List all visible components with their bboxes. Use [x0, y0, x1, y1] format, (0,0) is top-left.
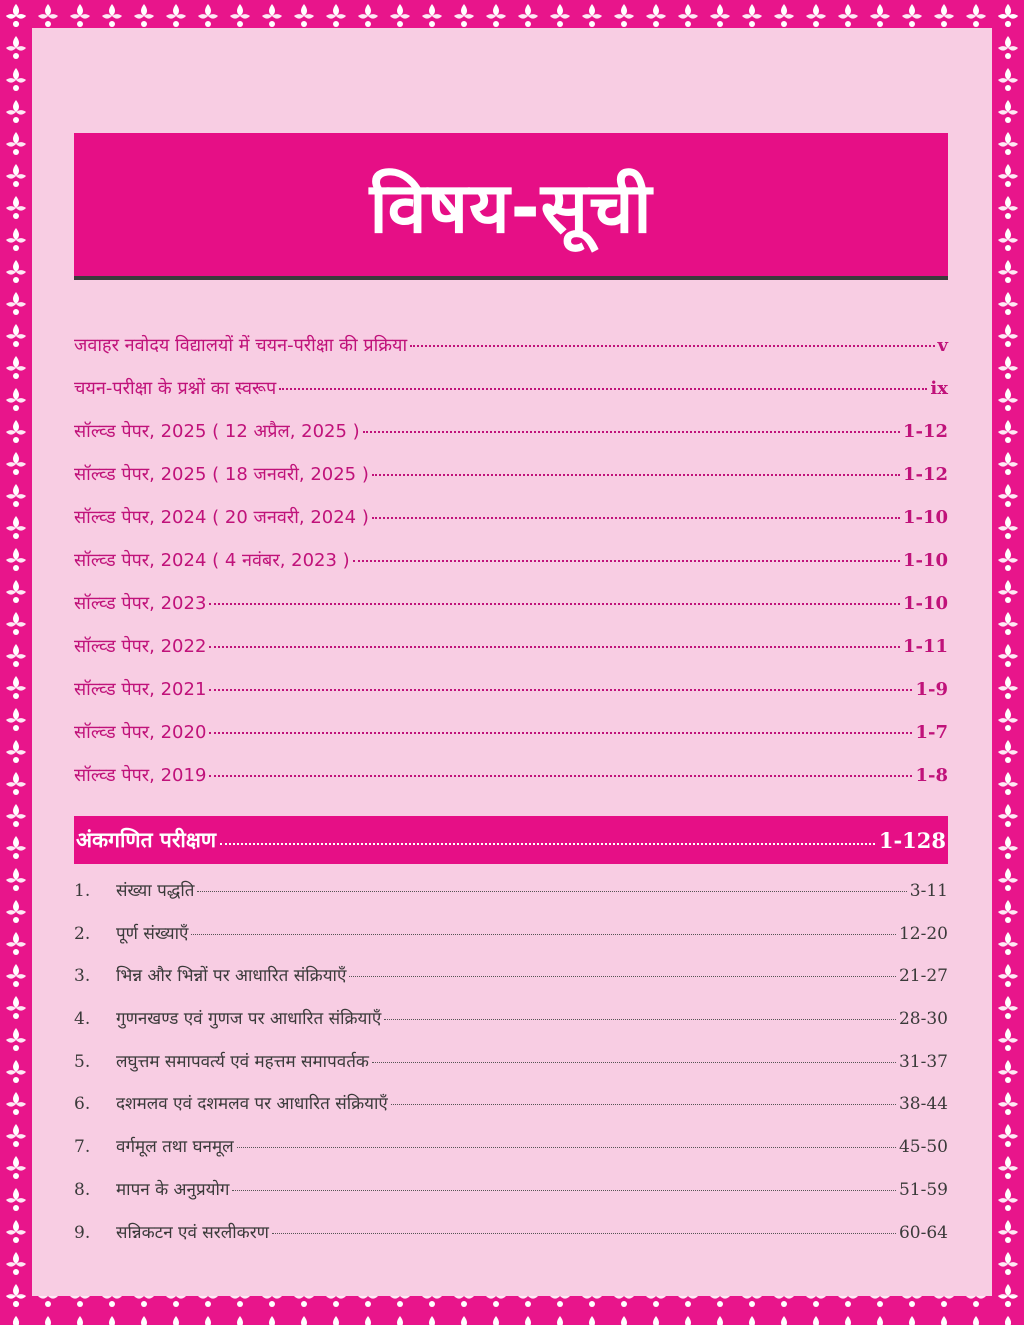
chapter-page: 12-20: [898, 923, 948, 944]
toc-item-page: 1-8: [915, 765, 948, 786]
toc-item[interactable]: [74, 634, 948, 677]
toc-item-page: ix: [930, 378, 948, 399]
chapter-page: 45-50: [898, 1137, 948, 1158]
chapter-number: 5.: [74, 1051, 91, 1072]
toc-item-title: सॉल्व्ड पेपर, 2024 ( 20 जनवरी, 2024 ): [74, 507, 369, 528]
chapter-page: 21-27: [898, 966, 948, 987]
dot-leader: [391, 1104, 896, 1105]
chapter-title: गुणनखण्ड एवं गुणज पर आधारित संक्रियाएँ: [116, 1009, 382, 1030]
dot-leader: [272, 1233, 896, 1234]
chapter-number: 4.: [74, 1009, 91, 1030]
dot-leader: [349, 976, 896, 977]
chapter-page: 60-64: [898, 1222, 948, 1243]
chapter-item[interactable]: [74, 878, 948, 921]
toc-item-page: 1-10: [902, 507, 948, 528]
toc-item[interactable]: [74, 591, 948, 634]
toc-item[interactable]: [74, 548, 948, 591]
chapter-title: मापन के अनुप्रयोग: [116, 1179, 230, 1200]
chapter-number: 9.: [74, 1222, 91, 1243]
toc-item[interactable]: [74, 376, 948, 419]
chapter-item[interactable]: [74, 1006, 948, 1049]
toc-item-title: जवाहर नवोदय विद्यालयों में चयन-परीक्षा की प्रक्रिया: [74, 335, 408, 356]
dot-leader: [353, 560, 900, 562]
toc-item[interactable]: [74, 333, 948, 376]
chapter-number: 8.: [74, 1179, 91, 1200]
dot-leader: [209, 646, 900, 648]
toc-item[interactable]: [74, 505, 948, 548]
section-title: अंकगणित परीक्षण: [76, 828, 217, 852]
toc-item[interactable]: [74, 720, 948, 763]
dot-leader: [384, 1019, 896, 1020]
dot-leader: [197, 891, 906, 892]
chapter-item[interactable]: [74, 1091, 948, 1134]
dot-leader: [232, 1190, 896, 1191]
toc-list: [74, 333, 948, 806]
dot-leader: [209, 603, 900, 605]
toc-item-page: 1-7: [915, 722, 948, 743]
dot-leader: [410, 345, 934, 347]
toc-item[interactable]: [74, 462, 948, 505]
toc-item-page: 1-12: [902, 421, 948, 442]
title-banner: [74, 133, 948, 276]
chapter-title: भिन्न और भिन्नों पर आधारित संक्रियाएँ: [116, 966, 347, 987]
toc-item-page: 1-9: [915, 679, 948, 700]
toc-item-title: चयन-परीक्षा के प्रश्नों का स्वरूप: [74, 378, 277, 399]
dot-leader: [363, 431, 900, 433]
chapter-page: 51-59: [898, 1179, 948, 1200]
chapter-item[interactable]: [74, 1049, 948, 1092]
toc-item-title: सॉल्व्ड पेपर, 2023: [74, 593, 207, 614]
toc-item-title: सॉल्व्ड पेपर, 2020: [74, 722, 207, 743]
chapter-title: दशमलव एवं दशमलव पर आधारित संक्रियाएँ: [116, 1094, 388, 1115]
dot-leader: [372, 474, 900, 476]
chapter-item[interactable]: [74, 921, 948, 964]
toc-item[interactable]: [74, 419, 948, 462]
toc-item-page: 1-10: [902, 550, 948, 571]
dot-leader: [209, 689, 912, 691]
toc-item-page: 1-10: [902, 593, 948, 614]
toc-item-page: 1-12: [902, 464, 948, 485]
toc-item[interactable]: [74, 677, 948, 720]
chapter-title: वर्गमूल तथा घनमूल: [116, 1137, 234, 1158]
chapter-number: 2.: [74, 923, 91, 944]
page-title: विषय-सूची: [369, 166, 653, 249]
toc-item-page: v: [937, 335, 948, 356]
chapter-title: संख्या पद्धति: [116, 881, 195, 901]
chapter-item[interactable]: [74, 1177, 948, 1220]
chapter-page: 28-30: [898, 1009, 948, 1030]
chapter-item[interactable]: [74, 963, 948, 1006]
dot-leader: [372, 517, 900, 519]
chapter-title: सन्निकटन एवं सरलीकरण: [116, 1222, 269, 1243]
chapter-list: [74, 878, 948, 1262]
section-heading-bar[interactable]: [74, 816, 948, 864]
dot-leader: [209, 775, 912, 777]
content-page: [32, 28, 992, 1296]
chapter-item[interactable]: [74, 1220, 948, 1263]
toc-item-title: सॉल्व्ड पेपर, 2025 ( 12 अप्रैल, 2025 ): [74, 421, 360, 442]
chapter-number: 6.: [74, 1094, 91, 1115]
toc-item[interactable]: [74, 763, 948, 806]
section-page: 1-128: [878, 827, 946, 853]
dot-leader: [191, 934, 896, 935]
chapter-page: 38-44: [898, 1094, 948, 1115]
chapter-item[interactable]: [74, 1134, 948, 1177]
chapter-title: पूर्ण संख्याएँ: [116, 923, 189, 944]
chapter-number: 3.: [74, 966, 91, 987]
toc-item-title: सॉल्व्ड पेपर, 2024 ( 4 नवंबर, 2023 ): [74, 550, 350, 571]
dot-leader: [372, 1062, 896, 1063]
dot-leader: [220, 843, 875, 845]
toc-item-title: सॉल्व्ड पेपर, 2025 ( 18 जनवरी, 2025 ): [74, 464, 369, 485]
toc-item-title: सॉल्व्ड पेपर, 2021: [74, 679, 207, 700]
chapter-title: लघुत्तम समापवर्त्य एवं महत्तम समापवर्तक: [116, 1051, 369, 1072]
chapter-page: 3-11: [909, 881, 948, 901]
toc-item-title: सॉल्व्ड पेपर, 2022: [74, 636, 207, 657]
dot-leader: [279, 388, 927, 390]
dot-leader: [209, 732, 912, 734]
chapter-number: 7.: [74, 1137, 91, 1158]
chapter-number: 1.: [74, 881, 91, 901]
dot-leader: [237, 1147, 896, 1148]
toc-item-title: सॉल्व्ड पेपर, 2019: [74, 765, 207, 786]
toc-item-page: 1-11: [902, 636, 948, 657]
chapter-page: 31-37: [898, 1051, 948, 1072]
